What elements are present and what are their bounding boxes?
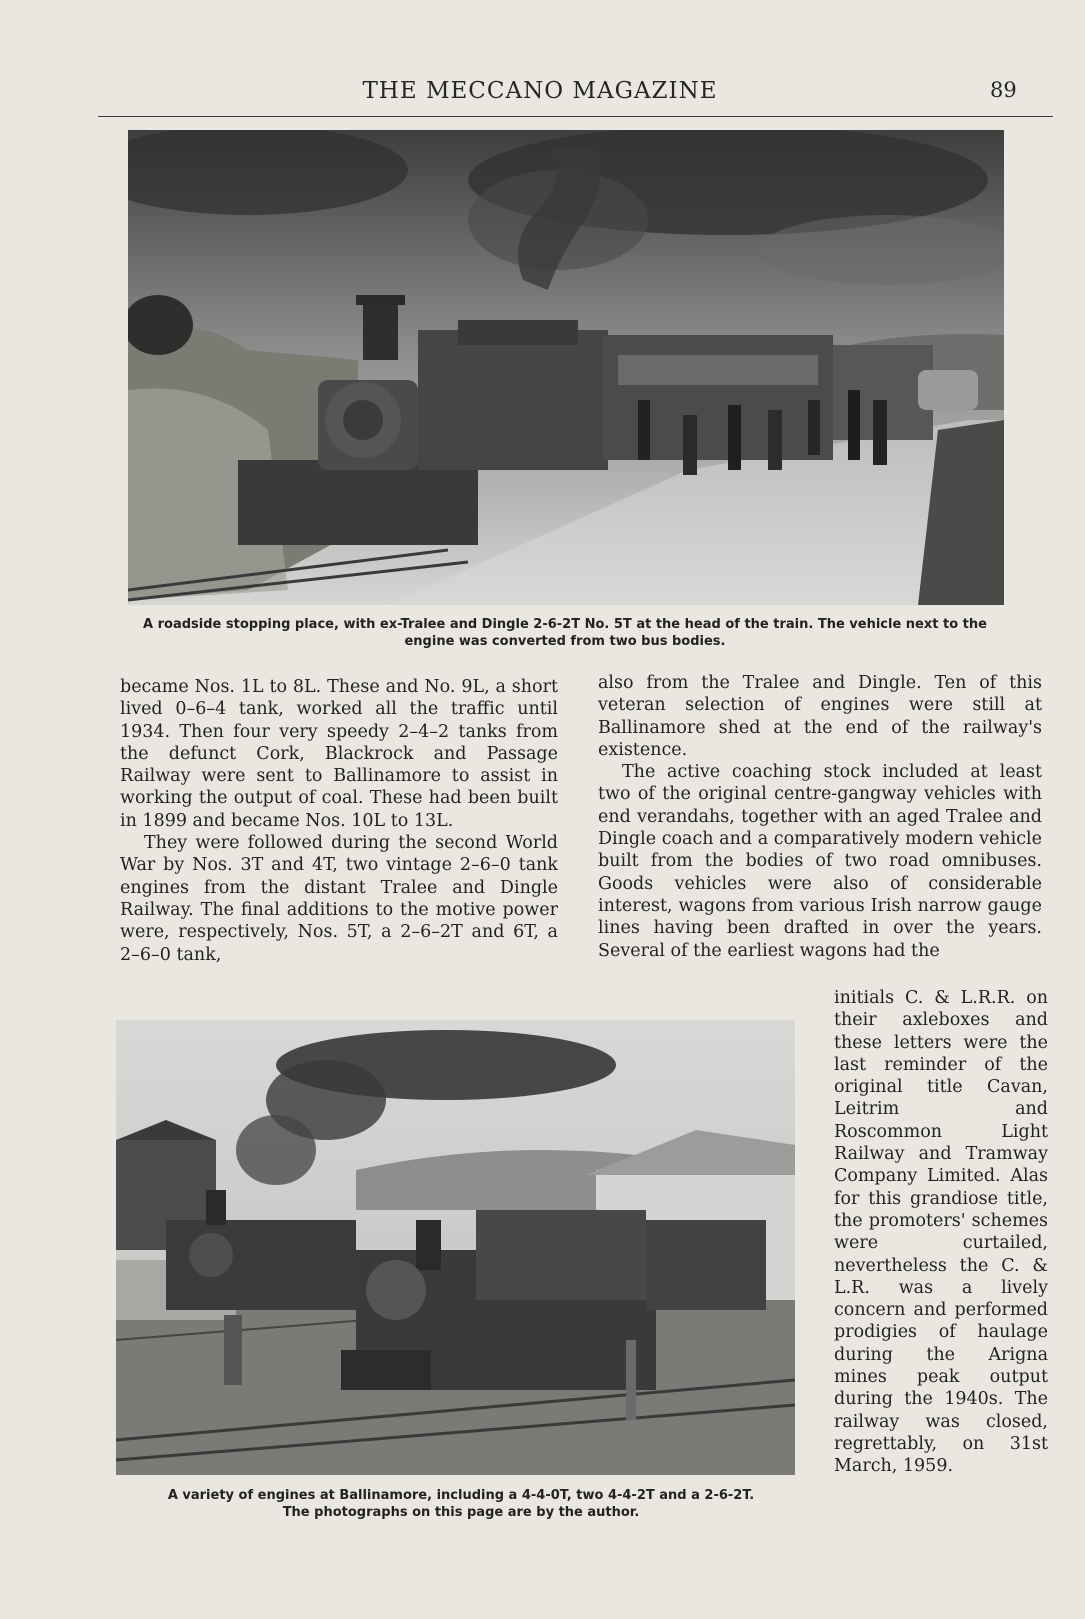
- header-divider: [98, 116, 1053, 117]
- train-roadside-photo: [128, 130, 1004, 605]
- page-number: 89: [990, 78, 1017, 102]
- ballinamore-engines-image: [116, 1020, 795, 1475]
- paragraph: initials C. & L.R.R. on their axleboxes and these letters were the last reminder of the original title Cavan, Leitrim and Roscommon Light Railway and Tramway Company Limited. Alas for this grandiose title, the promoters' schemes were curtailed, nevertheless the C. & L.R. was a lively concern and performed prodigies of haulage during the Arigna mines peak output during the 1940s. The railway was closed, regrettably, on 31st March, 1959.: [834, 988, 1048, 1477]
- top-photo-caption: A roadside stopping place, with ex-Tralee and Dingle 2-6-2T No. 5T at the head of the train. The vehicle next to the engine was converted from two bus bodies.: [143, 617, 987, 649]
- magazine-title: THE MECCANO MAGAZINE: [362, 78, 718, 104]
- bottom-caption-line: A variety of engines at Ballinamore, including a 4-4-0T, two 4-4-2T and a 2-6-2T.: [167, 1488, 755, 1503]
- bottom-caption-line: The photographs on this page are by the author.: [282, 1505, 640, 1520]
- paragraph: became Nos. 1L to 8L. These and No. 9L, a short lived 0–6–4 tank, worked all the traffic until 1934. Then four very speedy 2–4–2 tanks from the defunct Cork, Blackrock and Passage Railway were sent to Ballinamore to assist in working the output of coal. These had been built in 1899 and became Nos. 10L to 13L.: [120, 677, 558, 831]
- bottom-photo-caption: [116, 1487, 806, 1521]
- paragraph: The active coaching stock included at least two of the original centre-gangway vehicles with end verandahs, together with an aged Tralee and Dingle coach and a comparatively modern vehicle built from the bodies of two road omnibuses. Goods vehicles were also of considerable interest, wagons from various Irish narrow gauge lines having been drafted in over the years. Several of the earliest wagons had the: [598, 762, 1042, 961]
- ballinamore-engines-photo: [116, 1020, 795, 1475]
- paragraph: also from the Tralee and Dingle. Ten of this veteran selection of engines were still at Ballinamore shed at the end of the railway's existence.: [598, 673, 1042, 760]
- right-text-column: [598, 672, 1042, 962]
- train-roadside-image: [128, 130, 1004, 605]
- paragraph: They were followed during the second World War by Nos. 3T and 4T, two vintage 2–6–0 tank engines from the distant Tralee and Dingle Railway. The final additions to the motive power were, respectively, Nos. 5T, a 2–6–2T and 6T, a 2–6–0 tank,: [120, 833, 558, 965]
- left-text-column: [120, 676, 558, 966]
- right-narrow-text-column: [834, 987, 1048, 1478]
